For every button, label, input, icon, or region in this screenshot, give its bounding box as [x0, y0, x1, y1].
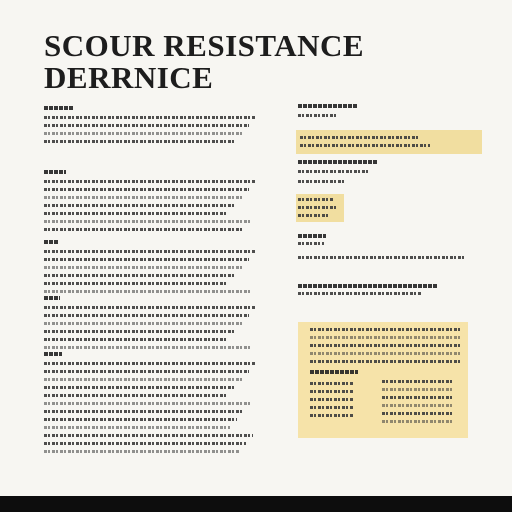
text-line — [44, 410, 244, 413]
text-line — [44, 266, 242, 269]
text-line — [310, 336, 460, 339]
text-line — [44, 274, 235, 277]
text-line — [310, 398, 354, 401]
text-line — [44, 204, 235, 207]
text-line — [44, 116, 256, 119]
text-line — [298, 234, 326, 238]
text-line — [298, 256, 466, 259]
text-line — [44, 362, 256, 365]
text-line — [44, 426, 230, 429]
highlight-band — [296, 130, 482, 154]
text-line — [44, 346, 251, 349]
text-line — [298, 242, 324, 245]
text-line — [44, 338, 228, 341]
text-line — [44, 282, 228, 285]
text-line — [44, 442, 246, 445]
text-line — [44, 322, 242, 325]
text-line — [298, 214, 328, 217]
text-line — [44, 220, 251, 223]
text-line — [298, 104, 358, 108]
text-line — [44, 106, 74, 110]
text-line — [310, 390, 354, 393]
text-line — [382, 412, 454, 415]
text-line — [310, 352, 460, 355]
text-line — [382, 380, 454, 383]
text-line — [44, 394, 228, 397]
text-line — [44, 196, 242, 199]
text-line — [298, 206, 338, 209]
text-line — [310, 406, 354, 409]
text-line — [298, 284, 438, 288]
bottom-bar — [0, 496, 512, 512]
text-line — [382, 388, 454, 391]
text-line — [298, 198, 334, 201]
text-line — [44, 228, 244, 231]
text-line — [44, 450, 239, 453]
text-line — [300, 144, 430, 147]
text-line — [310, 382, 354, 385]
text-line — [44, 314, 249, 317]
text-line — [44, 418, 237, 421]
text-line — [44, 352, 62, 356]
text-line — [44, 188, 249, 191]
document-title-line-2: DERRNICE — [44, 60, 214, 95]
text-line — [44, 132, 242, 135]
text-line — [44, 140, 235, 143]
text-line — [44, 212, 228, 215]
text-line — [44, 180, 256, 183]
text-line — [298, 160, 378, 164]
text-line — [382, 420, 454, 423]
document-title-line-1: SCOUR RESISTANCE — [44, 28, 365, 63]
text-line — [44, 170, 66, 174]
text-line — [44, 290, 251, 293]
text-line — [44, 434, 253, 437]
text-line — [310, 344, 460, 347]
text-line — [44, 306, 256, 309]
text-line — [44, 240, 58, 244]
text-line — [44, 386, 235, 389]
text-line — [310, 328, 460, 331]
text-line — [310, 360, 460, 363]
text-line — [310, 370, 358, 374]
text-line — [298, 114, 338, 117]
text-line — [44, 402, 251, 405]
text-line — [298, 292, 422, 295]
text-line — [44, 258, 249, 261]
text-line — [382, 396, 454, 399]
text-line — [300, 136, 420, 139]
text-line — [44, 330, 235, 333]
text-line — [298, 180, 344, 183]
text-line — [44, 250, 256, 253]
text-line — [44, 370, 249, 373]
text-line — [298, 170, 368, 173]
text-line — [310, 414, 354, 417]
text-line — [44, 378, 242, 381]
text-line — [44, 296, 60, 300]
text-line — [44, 124, 249, 127]
text-line — [382, 404, 454, 407]
